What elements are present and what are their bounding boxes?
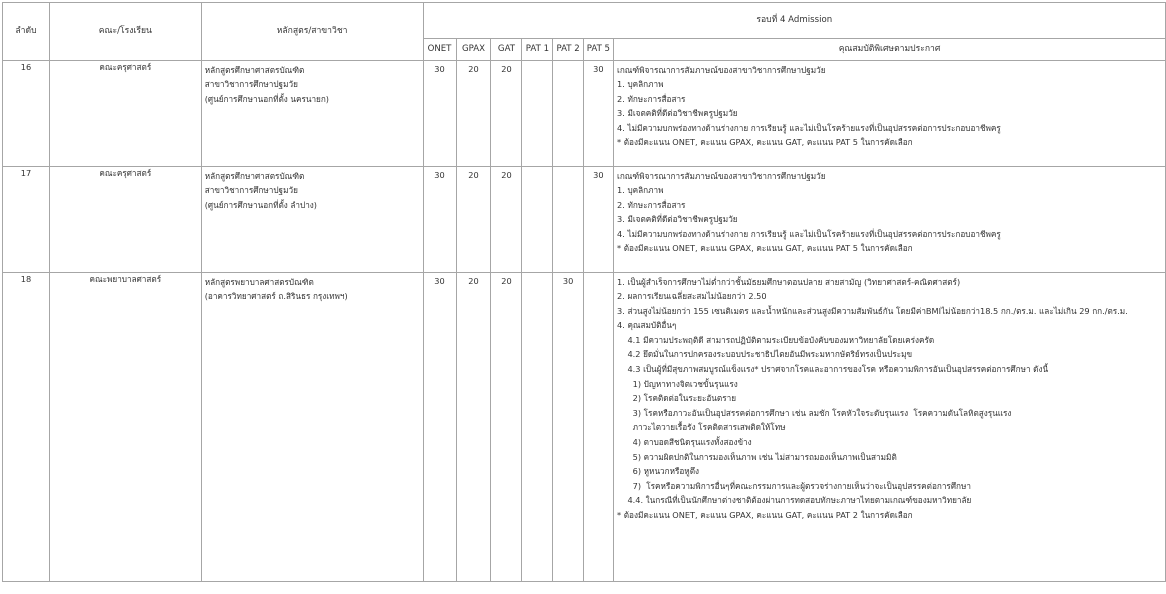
qualification-line: 4. ไม่มีความบกพร่องทางด้านร่างกาย การเรียนรู้ และไม่เป็นโรคร้ายแรงที่เป็นอุปสรรคต่อการประกอบอาชีพครู	[617, 228, 1001, 239]
score-gat: 20	[491, 61, 522, 167]
qualification-line: 4.3 เป็นผู้ที่มีสุขภาพสมบูรณ์แข็งแรง* ปราศจากโรคและอาการของโรค หรือความพิการอันเป็นอุปสรรคต่อการศึกษา ดังนี้	[617, 363, 1049, 374]
header-faculty: คณะ/โรงเรียน	[49, 3, 201, 61]
score-onet: 30	[423, 61, 456, 167]
row-order: 16	[3, 61, 50, 167]
score-pat5	[583, 273, 613, 582]
score-pat2: 30	[553, 273, 583, 582]
qualification-line: เกณฑ์พิจารณาการสัมภาษณ์ของสาขาวิชาการศึกษาปฐมวัย	[617, 171, 826, 181]
row-program	[201, 61, 423, 167]
qualification-line: 7) โรคหรือความพิการอื่นๆที่คณะกรรมการและผู้ตรวจร่างกายเห็นว่าจะเป็นอุปสรรคต่อการศึกษา	[617, 480, 971, 491]
table-row	[3, 61, 1166, 167]
table-row	[3, 273, 1166, 582]
row-order: 17	[3, 167, 50, 273]
program-line: (ศูนย์การศึกษานอกที่ตั้ง นครนายก)	[204, 93, 330, 104]
header-score-gat: GAT	[491, 39, 522, 61]
header-score-gpax: GPAX	[456, 39, 491, 61]
qualification-line: 2. ทักษะการสื่อสาร	[617, 93, 686, 104]
qualification-line: 3. มีเจตคติที่ดีต่อวิชาชีพครูปฐมวัย	[617, 214, 738, 225]
score-pat5: 30	[583, 61, 613, 167]
score-onet: 30	[423, 273, 456, 582]
qualification-line: 1. บุคลิกภาพ	[617, 79, 664, 89]
score-pat2	[553, 167, 583, 273]
qualification-line: 1. บุคลิกภาพ	[617, 185, 664, 195]
qualification-line: 4. ไม่มีความบกพร่องทางด้านร่างกาย การเรียนรู้ และไม่เป็นโรคร้ายแรงที่เป็นอุปสรรคต่อการประกอบอาชีพครู	[617, 122, 1001, 133]
program-line: หลักสูตรศึกษาศาสตรบัณฑิต	[204, 171, 305, 181]
qualification-line: 4.4. ในกรณีที่เป็นนักศึกษาต่างชาติต้องผ่านการทดสอบทักษะภาษาไทยตามเกณฑ์ของมหาวิทยาลัย	[617, 495, 972, 506]
qualification-line: * ต้องมีคะแนน ONET, คะแนน GPAX, คะแนน GAT, คะแนน PAT 2 ในการคัดเลือก	[617, 509, 913, 520]
program-line: (อาคารวิทยาศาสตร์ ถ.สิรินธร กรุงเทพฯ)	[204, 291, 348, 301]
row-qualifications	[614, 273, 1166, 582]
qualification-line: 6) หูหนวกหรือหูตึง	[617, 466, 700, 477]
qualification-line: 3) โรคหรือภาวะอันเป็นอุปสรรคต่อการศึกษา เช่น ลมชัก โรคหัวใจระดับรุนแรง โรคความดันโลหิตสูงรุนแรง	[617, 407, 1012, 418]
qualification-line: เกณฑ์พิจารณาการสัมภาษณ์ของสาขาวิชาการศึกษาปฐมวัย	[617, 65, 826, 75]
score-pat1	[522, 61, 553, 167]
row-program	[201, 167, 423, 273]
header-program: หลักสูตร/สาขาวิชา	[201, 3, 423, 61]
program-line: สาขาวิชาการศึกษาปฐมวัย	[204, 185, 298, 195]
header-score-pat2: PAT 2	[553, 39, 583, 61]
score-pat2	[553, 61, 583, 167]
header-round: รอบที่ 4 Admission	[423, 3, 1165, 39]
row-qualifications	[614, 61, 1166, 167]
qualification-line: 1) ปัญหาทางจิตเวชขั้นรุนแรง	[617, 378, 738, 389]
header-qualifications: คุณสมบัติพิเศษตามประกาศ	[614, 39, 1166, 61]
row-faculty: คณะพยาบาลศาสตร์	[49, 273, 201, 582]
row-order: 18	[3, 273, 50, 582]
qualification-line: 1. เป็นผู้สำเร็จการศึกษาไม่ต่ำกว่าชั้นมัธยมศึกษาตอนปลาย สายสามัญ (วิทยาศาสตร์-คณิตศาสตร์)	[617, 277, 961, 287]
qualification-line: 4.2 ยึดมั่นในการปกครองระบอบประชาธิปไตยอันมีพระมหากษัตริย์ทรงเป็นประมุข	[617, 349, 913, 360]
qualification-line: 4) ตาบอดสีชนิดรุนแรงทั้งสองข้าง	[617, 436, 752, 447]
score-onet: 30	[423, 167, 456, 273]
row-faculty: คณะครุศาสตร์	[49, 167, 201, 273]
score-pat1	[522, 167, 553, 273]
score-pat5: 30	[583, 167, 613, 273]
score-gpax: 20	[456, 167, 491, 273]
row-program	[201, 273, 423, 582]
program-line: หลักสูตรศึกษาศาสตรบัณฑิต	[204, 65, 305, 75]
score-pat1	[522, 273, 553, 582]
qualification-line: 3. ส่วนสูงไม่น้อยกว่า 155 เซนติเมตร และน้ำหนักและส่วนสูงมีความสัมพันธ์กัน โดยมีค่าBMIไม่น้อยกว่า18.5 กก./ตร.ม. และไม่เกิน 29 กก./ตร.ม.	[617, 305, 1128, 316]
header-score-onet: ONET	[423, 39, 456, 61]
score-gat: 20	[491, 273, 522, 582]
table-row	[3, 167, 1166, 273]
qualification-line: ภาวะไตวายเรื้อรัง โรคติดสารเสพติดให้โทษ	[617, 422, 786, 433]
qualification-line: 2. ผลการเรียนเฉลี่ยสะสมไม่น้อยกว่า 2.50	[617, 291, 767, 301]
header-score-pat5: PAT 5	[583, 39, 613, 61]
header-score-pat1: PAT 1	[522, 39, 553, 61]
qualification-line: 3. มีเจตคติที่ดีต่อวิชาชีพครูปฐมวัย	[617, 108, 738, 119]
qualification-line: 4.1 มีความประพฤติดี สามารถปฏิบัติตามระเบียบข้อบังคับของมหาวิทยาลัยโดยเคร่งครัด	[617, 334, 935, 345]
qualification-line: 2) โรคติดต่อในระยะอันตราย	[617, 393, 737, 404]
score-gpax: 20	[456, 61, 491, 167]
qualification-line: 4. คุณสมบัติอื่นๆ	[617, 320, 677, 331]
admission-table	[2, 2, 1166, 582]
qualification-line: 2. ทักษะการสื่อสาร	[617, 199, 686, 210]
score-gpax: 20	[456, 273, 491, 582]
row-qualifications	[614, 167, 1166, 273]
qualification-line: 5) ความผิดปกติในการมองเห็นภาพ เช่น ไม่สามารถมองเห็นภาพเป็นสามมิติ	[617, 451, 897, 462]
row-faculty: คณะครุศาสตร์	[49, 61, 201, 167]
qualification-line: * ต้องมีคะแนน ONET, คะแนน GPAX, คะแนน GAT, คะแนน PAT 5 ในการคัดเลือก	[617, 243, 913, 254]
program-line: สาขาวิชาการศึกษาปฐมวัย	[204, 79, 298, 89]
qualification-line: * ต้องมีคะแนน ONET, คะแนน GPAX, คะแนน GAT, คะแนน PAT 5 ในการคัดเลือก	[617, 137, 913, 148]
program-line: (ศูนย์การศึกษานอกที่ตั้ง ลำปาง)	[204, 199, 317, 210]
program-line: หลักสูตรพยาบาลศาสตรบัณฑิต	[204, 277, 314, 287]
header-order: ลำดับ	[3, 3, 50, 61]
score-gat: 20	[491, 167, 522, 273]
